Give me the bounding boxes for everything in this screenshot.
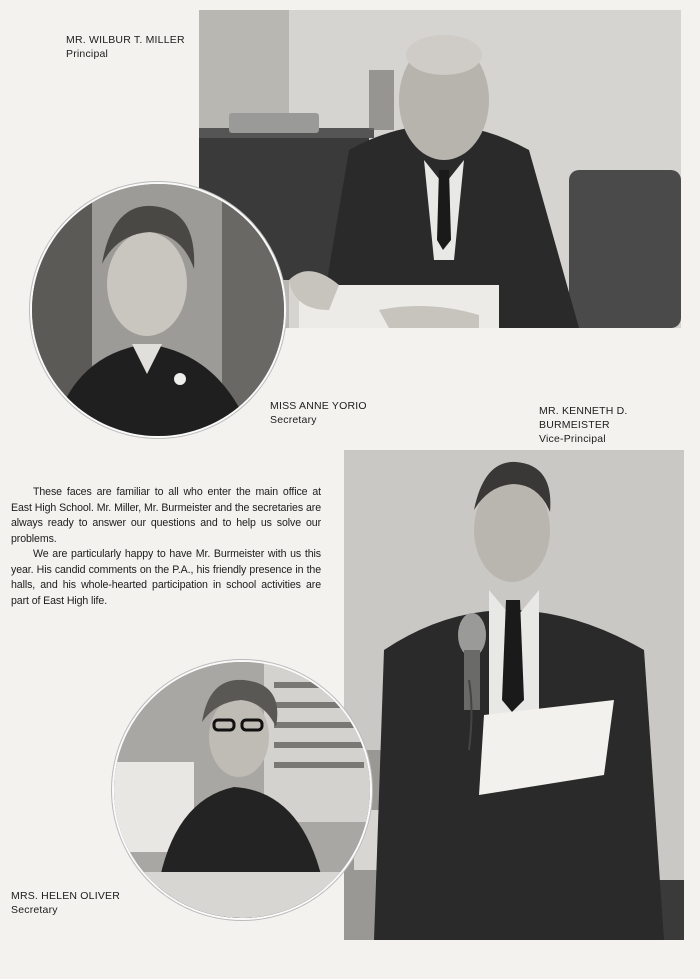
caption-miller (66, 33, 185, 61)
caption-role: Principal (66, 48, 109, 60)
body-paragraph: These faces are familiar to all who enter the main office at East High School. Mr. Miller, Mr. Burmeister and the secretaries are always ready to answer our questions and to help us solve our problems. (11, 486, 321, 545)
caption-oliver (11, 889, 120, 917)
oliver-photo (112, 660, 372, 920)
body-text (11, 485, 321, 609)
caption-name: MR. WILBUR T. MILLER (66, 34, 185, 46)
yorio-photo (30, 182, 286, 438)
caption-yorio (270, 399, 367, 427)
caption-burmeister (539, 404, 700, 446)
caption-name: MISS ANNE YORIO (270, 400, 367, 412)
caption-role: Vice-Principal (539, 433, 606, 445)
vice-principal-photo (344, 450, 684, 940)
caption-role: Secretary (270, 414, 317, 426)
caption-name: MR. KENNETH D. BURMEISTER (539, 405, 628, 431)
body-paragraph: We are particularly happy to have Mr. Burmeister with us this year. His candid comments on the P.A., his friendly presence in the halls, and his whole-hearted participation in school activities are part of East High life. (11, 548, 321, 607)
caption-name: MRS. HELEN OLIVER (11, 890, 121, 902)
caption-role: Secretary (11, 904, 58, 916)
